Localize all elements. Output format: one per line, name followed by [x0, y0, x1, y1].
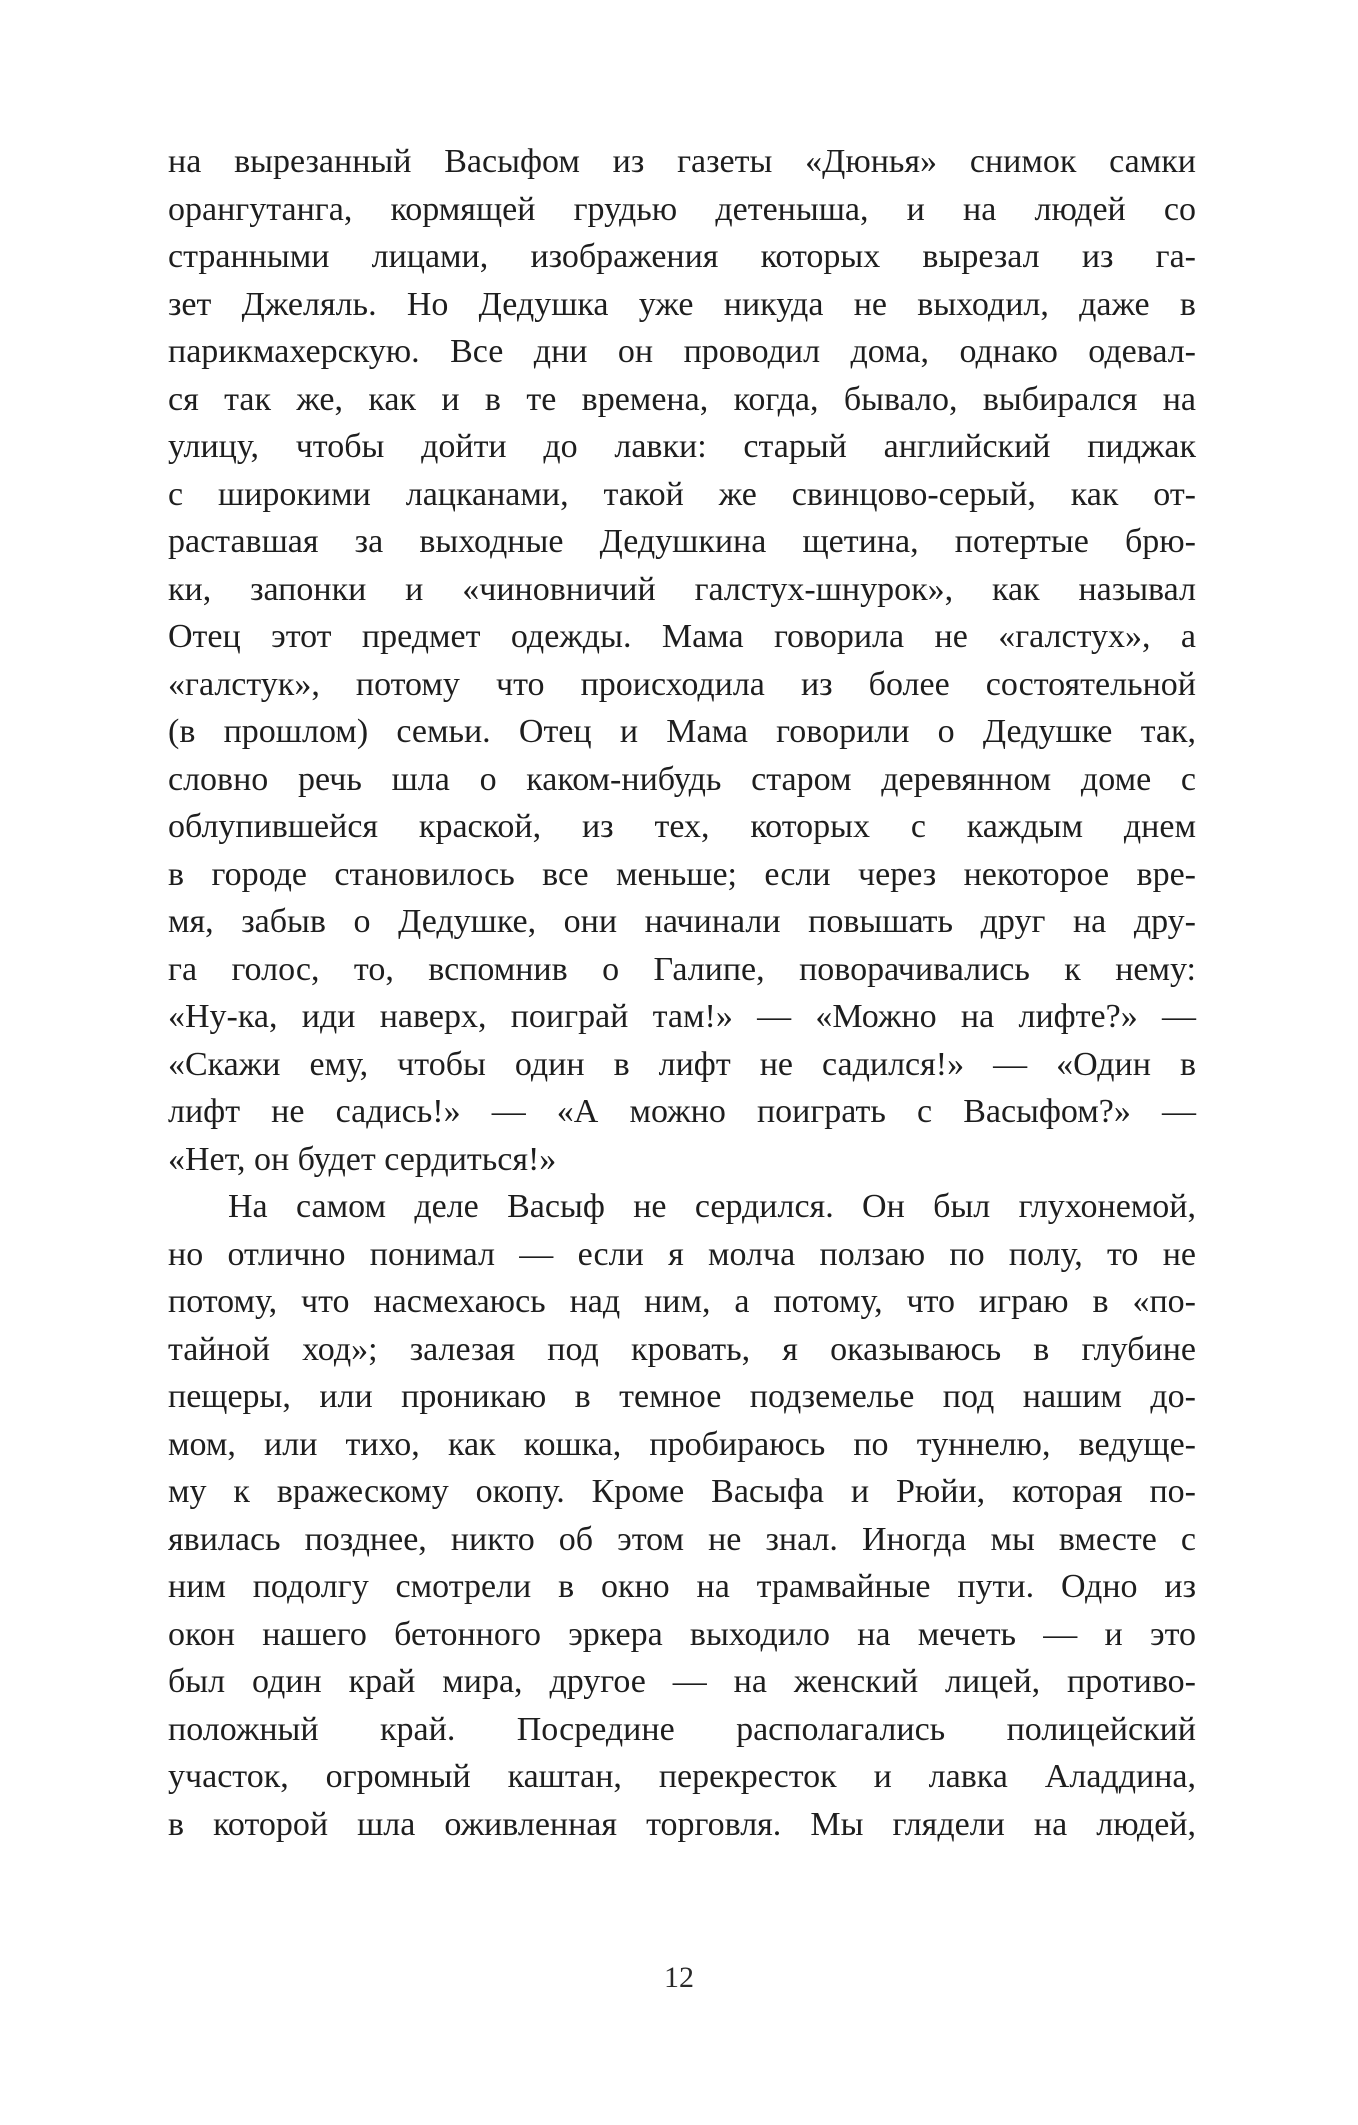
text-line: облупившейся краской, из тех, которых с каждым днем: [168, 808, 1196, 845]
text-line: мя, забыв о Дедушке, они начинали повышать друг на дру-: [168, 903, 1196, 940]
text-line: га голос, то, вспомнив о Галипе, поворачивались к нему:: [168, 950, 1196, 988]
text-line: ся так же, как и в те времена, когда, бывало, выбирался на: [168, 380, 1196, 418]
text-line: в которой шла оживленная торговля. Мы глядели на людей,: [168, 1805, 1196, 1843]
text-line: потому, что насмехаюсь над ним, а потому, что играю в «по-: [168, 1283, 1196, 1320]
text-line: странными лицами, изображения которых вырезал из га-: [168, 238, 1196, 275]
text-line: но отлично понимал — если я молча ползаю по полу, то не: [168, 1235, 1196, 1273]
text-line: словно речь шла о каком-нибудь старом деревянном доме с: [168, 760, 1196, 798]
text-line: ки, запонки и «чиновничий галстух-шнурок», как называл: [168, 570, 1196, 608]
body-text: [168, 138, 1196, 1848]
text-line: раставшая за выходные Дедушкина щетина, потертые брю-: [168, 523, 1196, 560]
text-line: был один край мира, другое — на женский лицей, противо-: [168, 1663, 1196, 1700]
text-line: ним подолгу смотрели в окно на трамвайные пути. Одно из: [168, 1568, 1196, 1605]
text-line: окон нашего бетонного эркера выходило на мечеть — и это: [168, 1615, 1196, 1653]
text-line: с широкими лацканами, такой же свинцово-серый, как от-: [168, 475, 1196, 513]
page-number: 12: [664, 1961, 694, 1994]
text-line: в городе становилось все меньше; если через некоторое вре-: [168, 855, 1196, 893]
text-line: явилась позднее, никто об этом не знал. Иногда мы вместе с: [168, 1520, 1196, 1558]
text-line: (в прошлом) семьи. Отец и Мама говорили о Дедушке так,: [168, 713, 1196, 750]
paragraph-1: [168, 138, 1196, 1183]
text-line: пещеры, или проникаю в темное подземелье под нашим до-: [168, 1378, 1196, 1415]
text-line: мом, или тихо, как кошка, пробираюсь по туннелю, ведуще-: [168, 1425, 1196, 1463]
text-line: парикмахерскую. Все дни он проводил дома, однако одевал-: [168, 333, 1196, 370]
text-line: «Скажи ему, чтобы один в лифт не садился!» — «Один в: [168, 1045, 1196, 1083]
text-line: На самом деле Васыф не сердился. Он был глухонемой,: [228, 1188, 1196, 1225]
text-line: Отец этот предмет одежды. Мама говорила не «галстух», а: [168, 618, 1196, 655]
text-line: участок, огромный каштан, перекресток и лавка Аладдина,: [168, 1758, 1196, 1795]
text-line: «Ну-ка, иди наверх, поиграй там!» — «Можно на лифте?» —: [168, 998, 1196, 1035]
text-line: лифт не садись!» — «А можно поиграть с Васыфом?» —: [168, 1093, 1196, 1130]
text-line: зет Джеляль. Но Дедушка уже никуда не выходил, даже в: [168, 285, 1196, 323]
text-line: «Нет, он будет сердиться!»: [168, 1140, 557, 1178]
text-line: на вырезанный Васыфом из газеты «Дюнья» снимок самки: [168, 143, 1196, 180]
text-line: му к вражескому окопу. Кроме Васыфа и Рюйи, которая по-: [168, 1473, 1196, 1510]
text-line: улицу, чтобы дойти до лавки: старый английский пиджак: [168, 428, 1196, 465]
text-line: «галстук», потому что происходила из более состоятельной: [168, 665, 1196, 703]
paragraph-2: [168, 1183, 1196, 1848]
text-line: орангутанга, кормящей грудью детеныша, и на людей со: [168, 190, 1196, 228]
text-line: тайной ход»; залезая под кровать, я оказываюсь в глубине: [168, 1330, 1196, 1368]
text-line: положный край. Посредине располагались полицейский: [168, 1710, 1196, 1748]
